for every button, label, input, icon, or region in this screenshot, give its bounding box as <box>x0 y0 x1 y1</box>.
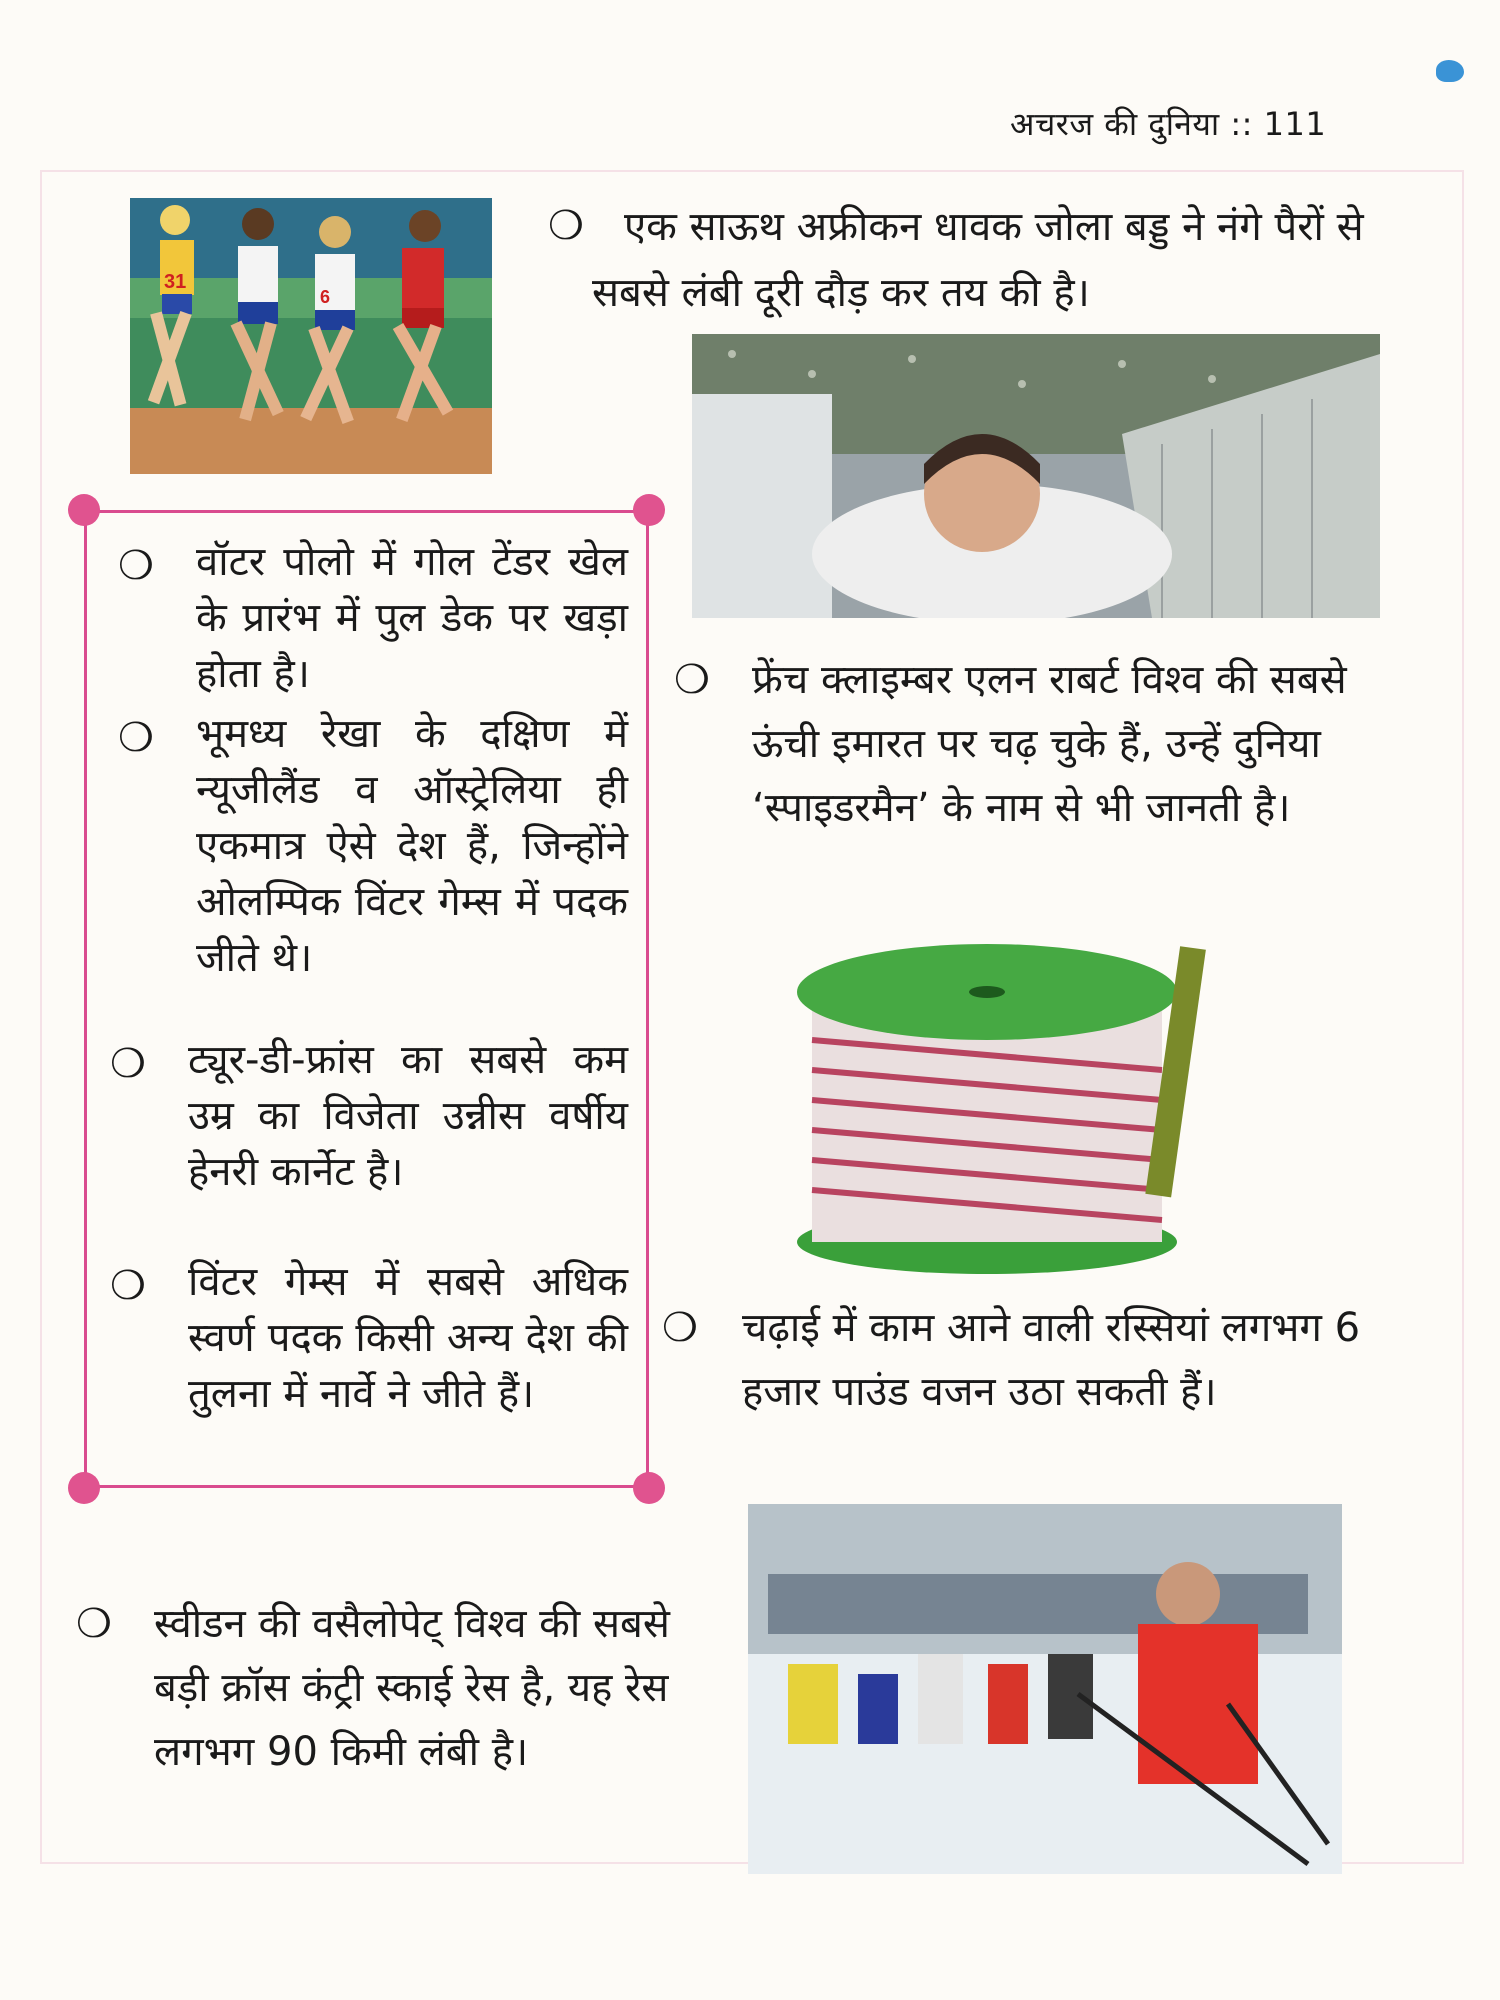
box-bullet-4: ❍ <box>110 1263 146 1309</box>
box-fact-water-polo: वॉटर पोलो में गोल टेंडर खेल के प्रारंभ में पुल डेक पर खड़ा होता है। <box>196 539 628 697</box>
runner-bib-2: 6 <box>320 287 331 307</box>
fact-zola-budd: एक साऊथ अफ्रीकन धावक जोला बड्ड ने नंगे पैरों से सबसे लंबी दूरी दौड़ कर तय की है। <box>592 204 1364 316</box>
fact-ropes: चढ़ाई में काम आने वाली रस्सियां लगभग 6 हजार पाउंड वजन उठा सकती हैं। <box>742 1305 1361 1415</box>
box-bullet-2: ❍ <box>118 715 154 761</box>
box-fact-olympic: भूमध्य रेखा के दक्षिण में न्यूजीलैंड व ऑस्ट्रेलिया ही एकमात्र ऐसे देश हैं, जिन्होंने ओलम्पिक विंटर गेम्स में पदक जीते थे। <box>196 711 628 981</box>
fact-vasaloppet: स्वीडन की वसैलोपेट् विश्व की सबसे बड़ी क्रॉस कंट्री स्काई रेस है, यह रेस लगभग 90 किमी लंबी है। <box>154 1601 670 1775</box>
runners-photo <box>130 198 492 474</box>
ski-race-photo <box>748 1504 1342 1874</box>
box-corner-dot-br <box>633 1472 665 1504</box>
bullet-zola: ❍ <box>548 203 584 249</box>
box-fact-norway: विंटर गेम्स में सबसे अधिक स्वर्ण पदक किसी अन्य देश की तुलना में नार्वे ने जीते हैं। <box>188 1259 628 1417</box>
box-corner-dot-bl <box>68 1472 100 1504</box>
corner-mark <box>1436 60 1464 82</box>
bullet-vasaloppet: ❍ <box>76 1601 112 1647</box>
page-header: अचरज की दुनिया :: 111 <box>1010 105 1327 143</box>
box-corner-dot-tr <box>633 494 665 526</box>
box-corner-dot-tl <box>68 494 100 526</box>
fact-climber: फ्रेंच क्लाइम्बर एलन राबर्ट विश्व की सबसे ऊंची इमारत पर चढ़ चुके हैं, उन्हें दुनिया ‘स्पाइडरमैन’ के नाम से भी जानती है। <box>752 657 1347 831</box>
box-fact-tour-de-france: ट्यूर-डी-फ्रांस का सबसे कम उम्र का विजेता उन्नीस वर्षीय हेनरी कार्नेट है। <box>188 1037 628 1195</box>
runner-bib-1: 31 <box>164 271 187 293</box>
rope-spool-photo <box>782 930 1252 1280</box>
climber-photo <box>692 334 1380 618</box>
bullet-climber: ❍ <box>674 657 710 703</box>
bullet-ropes: ❍ <box>662 1305 698 1351</box>
box-bullet-1: ❍ <box>118 543 154 589</box>
box-bullet-3: ❍ <box>110 1041 146 1087</box>
